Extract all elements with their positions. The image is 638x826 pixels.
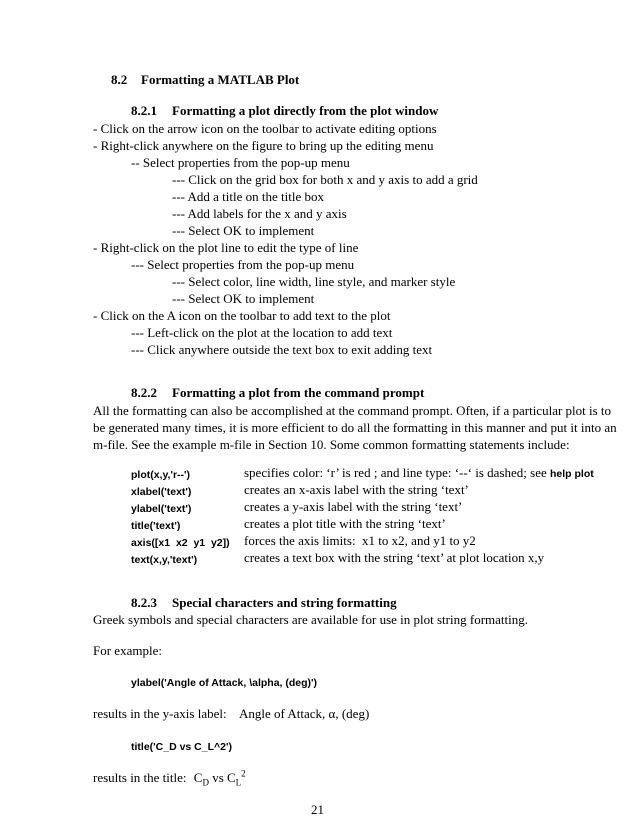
list-item: --- Select OK to implement <box>172 223 315 238</box>
section-number: 8.2 <box>111 72 128 87</box>
list-item: --- Add a title on the title box <box>172 189 324 204</box>
example-2-result <box>93 770 246 786</box>
list-item: - Right-click on the plot line to edit the type of line <box>93 240 359 255</box>
page-number: 21 <box>311 802 324 817</box>
command-code: title('text') <box>131 520 181 532</box>
command-code: axis([x1 x2 y1 y2]) <box>131 537 230 549</box>
example-1-code: ylabel('Angle of Attack, \alpha, (deg)') <box>131 677 318 689</box>
command-description: creates a text box with the string ‘text’ at plot location x,y <box>244 550 545 565</box>
command-description-code: help plot <box>550 468 594 480</box>
intro-text: Greek symbols and special characters are available for use in plot string formatting. <box>93 612 528 627</box>
command-description <box>244 465 594 482</box>
subsection-3-number: 8.2.3 <box>131 595 157 610</box>
subsection-2-title: Formatting a plot from the command prompt <box>172 385 425 400</box>
list-item: --- Select properties from the pop-up menu <box>131 257 355 272</box>
list-item: -- Select properties from the pop-up menu <box>131 155 350 170</box>
paragraph-line: be generated many times, it is more efficient to do all the formatting in this manner and put it into an <box>93 420 617 435</box>
subsection-1-number: 8.2.1 <box>131 103 157 118</box>
list-item: --- Click on the grid box for both x and y axis to add a grid <box>172 172 478 187</box>
command-code: ylabel('text') <box>131 503 192 515</box>
example-1-result-prefix: results in the y-axis label: <box>93 706 227 721</box>
command-description: creates a y-axis label with the string ‘text’ <box>244 499 463 514</box>
list-item: --- Select color, line width, line style, and marker style <box>172 274 456 289</box>
subsection-2-number: 8.2.2 <box>131 385 157 400</box>
subsection-3-title: Special characters and string formatting <box>172 595 397 610</box>
example-2-result-formula: $C_D$ vs $C_L^2$ <box>193 768 246 788</box>
command-description-text: specifies color: ‘r’ is red ; and line type: ‘--‘ is dashed; see <box>244 465 550 480</box>
list-item: --- Select OK to implement <box>172 291 315 306</box>
paragraph-line: m-file. See the example m-file in Section 10. Some common formatting statements include: <box>93 437 570 452</box>
example-2-code: title('C_D vs C_L^2') <box>131 741 232 753</box>
example-1-result-value: Angle of Attack, α, (deg) <box>239 706 370 721</box>
section-title: Formatting a MATLAB Plot <box>141 72 300 87</box>
command-code: xlabel('text') <box>131 486 192 498</box>
command-description: creates an x-axis label with the string ‘text’ <box>244 482 469 497</box>
for-example-text: For example: <box>93 643 162 658</box>
subsection-1-title: Formatting a plot directly from the plot window <box>172 103 439 118</box>
paragraph-line: All the formatting can also be accomplished at the command prompt. Often, if a particular plot is to <box>93 403 612 418</box>
command-description: forces the axis limits: x1 to x2, and y1 to y2 <box>244 533 476 548</box>
list-item: - Click on the arrow icon on the toolbar to activate editing options <box>93 121 437 136</box>
command-description: creates a plot title with the string ‘text’ <box>244 516 446 531</box>
example-2-result-prefix: results in the title: <box>93 770 187 785</box>
list-item: - Click on the A icon on the toolbar to add text to the plot <box>93 308 391 323</box>
command-code: plot(x,y,'r--') <box>131 469 191 481</box>
command-code: text(x,y,'text') <box>131 554 198 566</box>
list-item: --- Click anywhere outside the text box to exit adding text <box>131 342 433 357</box>
list-item: - Right-click anywhere on the figure to bring up the editing menu <box>93 138 434 153</box>
list-item: --- Add labels for the x and y axis <box>172 206 347 221</box>
list-item: --- Left-click on the plot at the location to add text <box>131 325 393 340</box>
